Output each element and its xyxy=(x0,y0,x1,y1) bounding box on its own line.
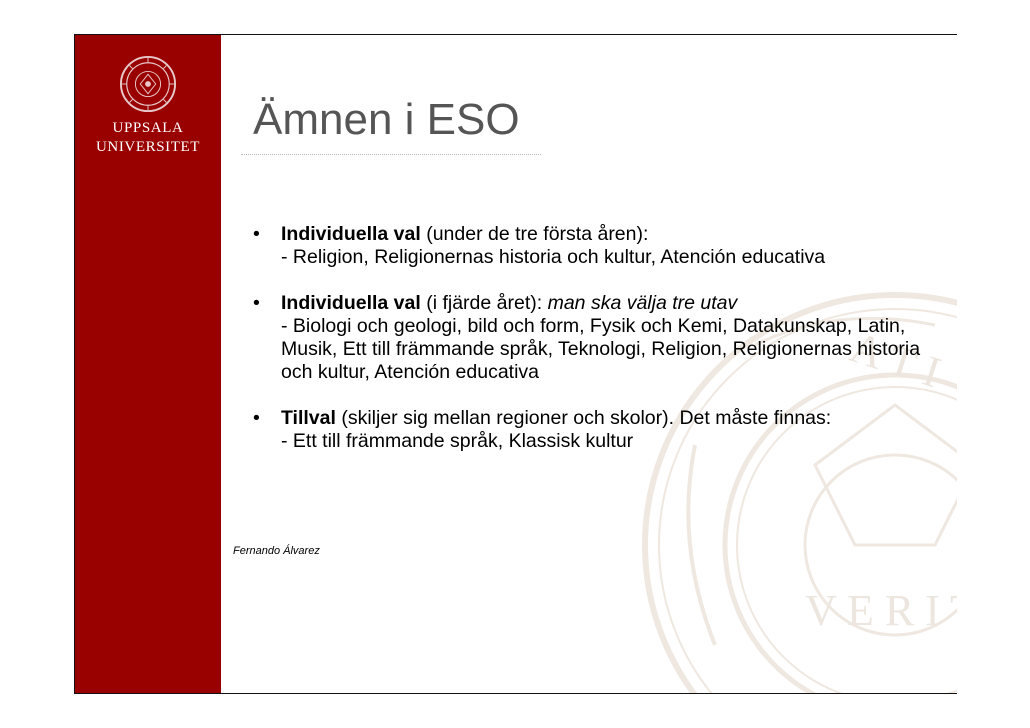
university-seal-icon xyxy=(119,55,177,113)
bullet-heading-text: (skiljer sig mellan regioner och skolor). Det måste finnas: xyxy=(335,407,832,429)
bullet-item-2 xyxy=(243,292,943,384)
bullet-marker: • xyxy=(253,223,260,245)
svg-text:A T I: A T I xyxy=(844,322,947,398)
university-name-line-2: UNIVERSITET xyxy=(95,139,201,155)
author-footer: Fernando Álvarez xyxy=(233,545,320,557)
bullet-body: - Religion, Religionernas historia och kultur, Atención educativa xyxy=(281,246,826,268)
bullet-heading xyxy=(281,223,943,246)
university-name xyxy=(75,119,221,157)
bullet-heading-bold: Individuella val xyxy=(281,292,421,314)
bullet-heading-text: (i fjärde året): xyxy=(420,292,548,314)
bullet-body: - Ett till främmande språk, Klassisk kultur xyxy=(281,430,634,452)
bullet-marker: • xyxy=(253,292,260,314)
bullet-item-3 xyxy=(243,407,943,453)
bullet-marker: • xyxy=(253,407,260,429)
bullet-heading-text: (under de tre första åren): xyxy=(420,223,649,245)
slide xyxy=(74,34,977,694)
bullet-body: - Biologi och geologi, bild och form, Fysik och Kemi, Datakunskap, Latin, Musik, Ett till främmande språk, Teknologi, Religion, Religionernas historia och kultur, Atención educativa xyxy=(281,315,921,383)
sidebar xyxy=(75,35,221,693)
bullet-heading xyxy=(281,292,943,315)
bullet-heading-bold: Individuella val xyxy=(281,223,421,245)
bullet-item-1 xyxy=(243,223,943,269)
title-divider xyxy=(241,154,541,155)
bullet-heading xyxy=(281,407,943,430)
svg-text:V E R I T: V E R I T xyxy=(805,586,977,635)
bullet-list xyxy=(243,223,943,476)
bullet-heading-bold: Tillval xyxy=(281,407,336,429)
university-name-line-1: UPPSALA xyxy=(112,120,184,136)
slide-title: Ämnen i ESO xyxy=(253,95,520,144)
bullet-heading-italic: man ska välja tre utav xyxy=(547,292,738,314)
